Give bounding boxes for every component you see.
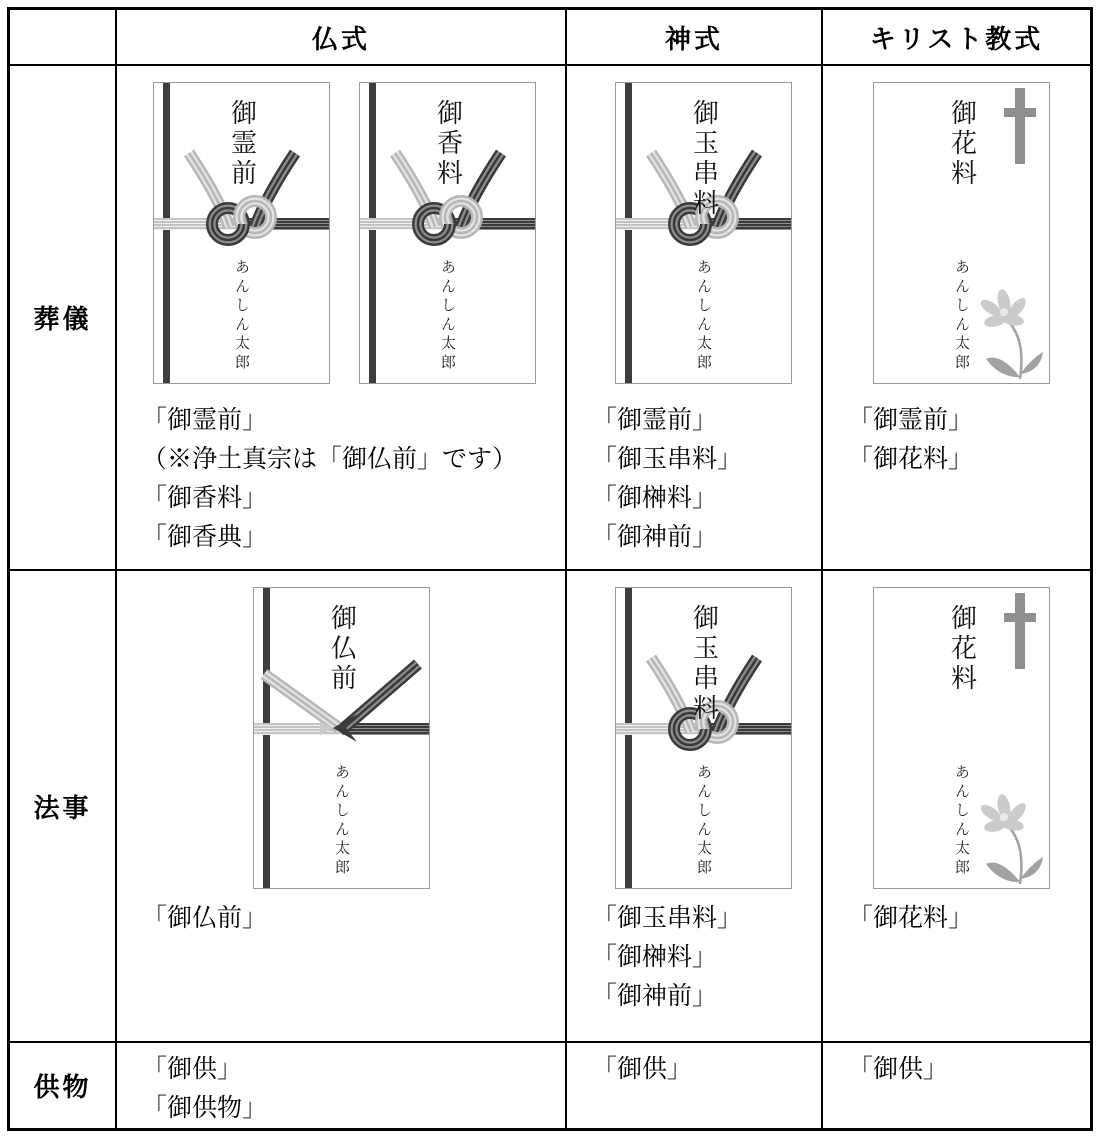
notation-line: 「御霊前」 [592, 405, 718, 434]
notation-lines [848, 1049, 1090, 1088]
notation-lines [142, 898, 565, 937]
koden-envelope [359, 82, 536, 384]
lily-icon [968, 289, 1048, 381]
notation-lines [592, 1049, 821, 1088]
notation-line: 「御霊前」 [848, 405, 974, 434]
cell-memorial-christian [823, 571, 1090, 1041]
notation-line: 「御供」 [848, 1054, 949, 1083]
notation-line: 「御神前」 [592, 522, 718, 551]
cross-icon [1015, 593, 1025, 669]
notation-lines [592, 400, 821, 556]
header-cell-empty [10, 10, 115, 64]
cell-funeral-christian [823, 66, 1090, 569]
envelope-title: 御花料 [946, 99, 977, 189]
notation-lines [848, 400, 1090, 478]
envelope-row [153, 82, 565, 384]
notation-line: 「御仏前」 [142, 903, 268, 932]
envelope-row [253, 587, 565, 889]
koden-envelope [873, 587, 1050, 889]
notation-line: 「御榊料」 [592, 942, 718, 971]
envelope-sender-name: あんしん太郎 [233, 259, 251, 373]
lily-icon [968, 794, 1048, 886]
notation-line: 「御玉串料」 [592, 444, 743, 473]
row-label-memorial [10, 571, 115, 1041]
koden-envelope [153, 82, 330, 384]
notation-line: 「御香料」 [142, 483, 268, 512]
notation-line: 「御花料」 [848, 903, 974, 932]
envelope-sender-name: あんしん太郎 [439, 259, 457, 373]
header-label: キリスト教式 [869, 23, 1044, 54]
koden-envelope [615, 587, 792, 889]
envelope-row [615, 587, 821, 889]
header-cell-shinto [567, 10, 821, 64]
notation-lines [848, 898, 1090, 937]
notation-line: 「御供」 [592, 1054, 693, 1083]
cell-offering-christian [823, 1043, 1090, 1128]
envelope-sender-name: あんしん太郎 [695, 764, 713, 878]
notation-line: （※浄土真宗は「御仏前」です） [142, 444, 518, 473]
envelope-title: 御香料 [432, 99, 463, 189]
notation-line: 「御玉串料」 [592, 903, 743, 932]
envelope-sender-name: あんしん太郎 [953, 259, 971, 373]
cell-funeral-buddhist [117, 66, 565, 569]
header-label: 神式 [664, 23, 723, 54]
envelope-title: 御仏前 [326, 604, 357, 694]
notation-line: 「御榊料」 [592, 483, 718, 512]
envelope-row [615, 82, 821, 384]
row-label-offering [10, 1043, 115, 1128]
notation-line: 「御花料」 [848, 444, 974, 473]
cell-funeral-shinto [567, 66, 821, 569]
row-label-text: 葬儀 [33, 304, 92, 334]
table [7, 7, 1093, 1131]
envelope-title: 御玉串料 [688, 99, 719, 219]
notation-line: 「御供物」 [142, 1093, 268, 1122]
row-label-text: 法事 [33, 792, 92, 823]
notation-line: 「御霊前」 [142, 405, 268, 434]
koden-envelope [615, 82, 792, 384]
cell-offering-buddhist [117, 1043, 565, 1128]
notation-line: 「御神前」 [592, 981, 718, 1010]
envelope-title: 御霊前 [226, 99, 257, 189]
notation-lines [592, 898, 821, 1015]
cross-icon [1015, 88, 1025, 164]
notation-lines [142, 400, 565, 556]
header-label: 仏式 [311, 23, 370, 54]
notation-line: 「御供」 [142, 1054, 243, 1083]
envelope-title: 御花料 [946, 604, 977, 694]
notation-lines [142, 1049, 565, 1127]
cell-offering-shinto [567, 1043, 821, 1128]
notation-line: 「御香典」 [142, 522, 268, 551]
cell-memorial-buddhist [117, 571, 565, 1041]
envelope-sender-name: あんしん太郎 [953, 764, 971, 878]
row-label-text: 供物 [33, 1072, 92, 1102]
envelope-sender-name: あんしん太郎 [333, 764, 351, 878]
envelope-title: 御玉串料 [688, 604, 719, 724]
header-cell-christian [823, 10, 1090, 64]
koden-envelope [253, 587, 430, 889]
header-cell-buddhist [117, 10, 565, 64]
row-label-funeral [10, 66, 115, 569]
cell-memorial-shinto [567, 571, 821, 1041]
envelope-row [873, 587, 1090, 889]
envelope-sender-name: あんしん太郎 [695, 259, 713, 373]
koden-envelope [873, 82, 1050, 384]
envelope-row [873, 82, 1090, 384]
